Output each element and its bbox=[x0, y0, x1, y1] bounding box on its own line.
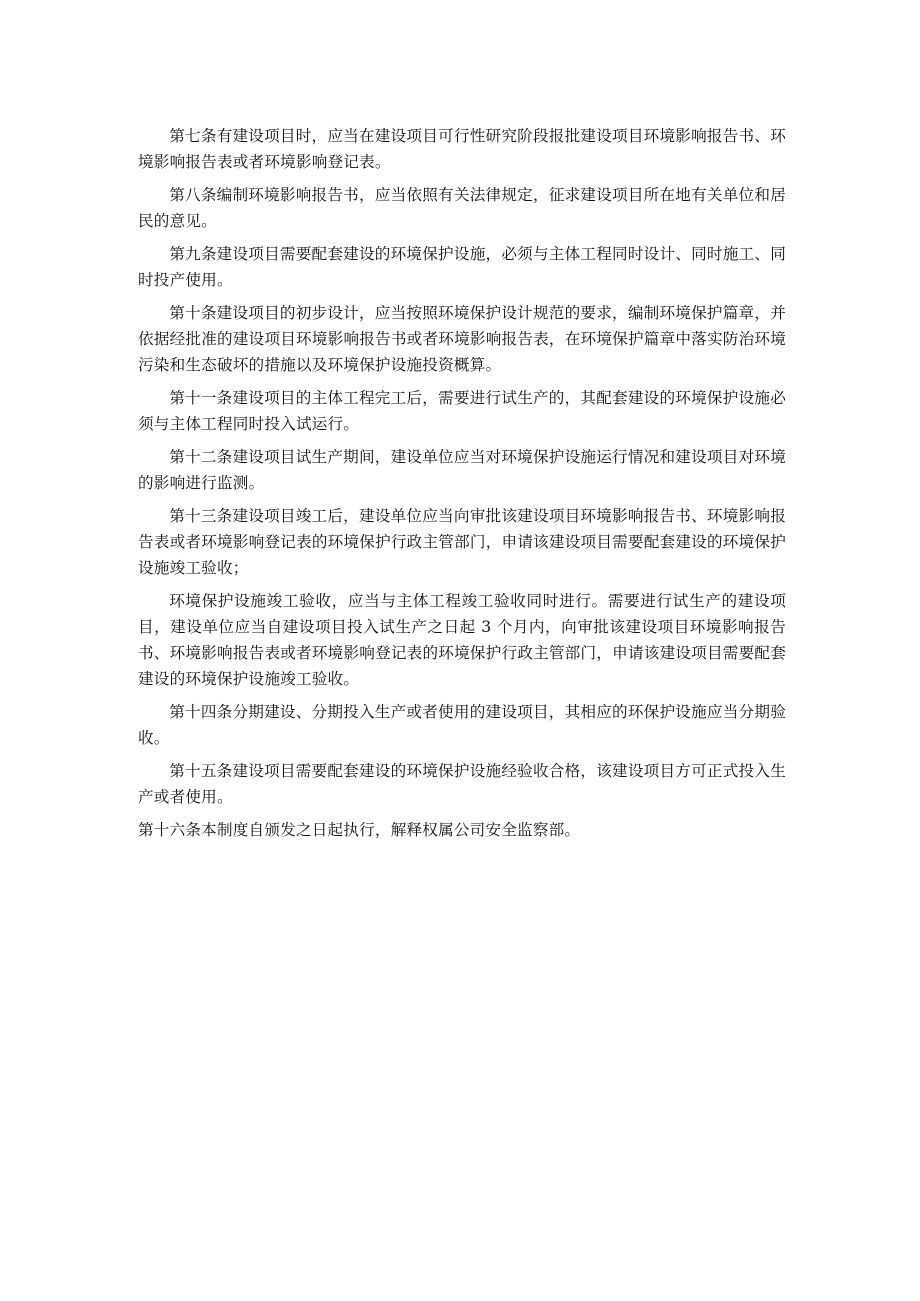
article-9-paragraph: 第九条建设项目需要配套建设的环境保护设施，必须与主体工程同时设计、同时施工、同时投产使用。 bbox=[138, 245, 786, 289]
article-12-paragraph: 第十二条建设项目试生产期间，建设单位应当对环境保护设施运行情况和建设项目对环境的影响进行监测。 bbox=[138, 448, 786, 492]
article-15-paragraph: 第十五条建设项目需要配套建设的环境保护设施经验收合格，该建设项目方可正式投入生产或者使用。 bbox=[138, 762, 786, 806]
article-14-paragraph: 第十四条分期建设、分期投入生产或者使用的建设项目，其相应的环保护设施应当分期验收。 bbox=[138, 703, 786, 747]
article-13-paragraph: 第十三条建设项目竣工后，建设单位应当向审批该建设项目环境影响报告书、环境影响报告表或者环境影响登记表的环境保护行政主管部门，申请该建设项目需要配套建设的环境保护设施竣工验收； bbox=[138, 507, 786, 577]
article-7-paragraph: 第七条有建设项目时，应当在建设项目可行性研究阶段报批建设项目环境影响报告书、环境影响报告表或者环境影响登记表。 bbox=[138, 127, 786, 171]
article-8-paragraph: 第八条编制环境影响报告书，应当依照有关法律规定，征求建设项目所在地有关单位和居民的意见。 bbox=[138, 186, 786, 230]
article-16-paragraph: 第十六条本制度自颁发之日起执行，解释权属公司安全监察部。 bbox=[138, 821, 581, 839]
article-10-paragraph: 第十条建设项目的初步设计，应当按照环境保护设计规范的要求，编制环境保护篇章，并依据经批准的建设项目环境影响报告书或者环境影响报告表，在环境保护篇章中落实防治环境污染和生态破坏的措施以及环境保护设施投资概算。 bbox=[138, 304, 786, 374]
article-13-continuation-paragraph: 环境保护设施竣工验收，应当与主体工程竣工验收同时进行。需要进行试生产的建设项目，建设单位应当自建设项目投入试生产之日起 3 个月内，向审批该建设项目环境影响报告书、环境影响报告表或者环境影响登记表的环境保护行政主管部门，申请该建设项目需要配套建设的环境保护设施竣工验收。 bbox=[138, 592, 786, 688]
document-body bbox=[138, 123, 786, 850]
article-11-paragraph: 第十一条建设项目的主体工程完工后，需要进行试生产的，其配套建设的环境保护设施必须与主体工程同时投入试运行。 bbox=[138, 389, 786, 433]
